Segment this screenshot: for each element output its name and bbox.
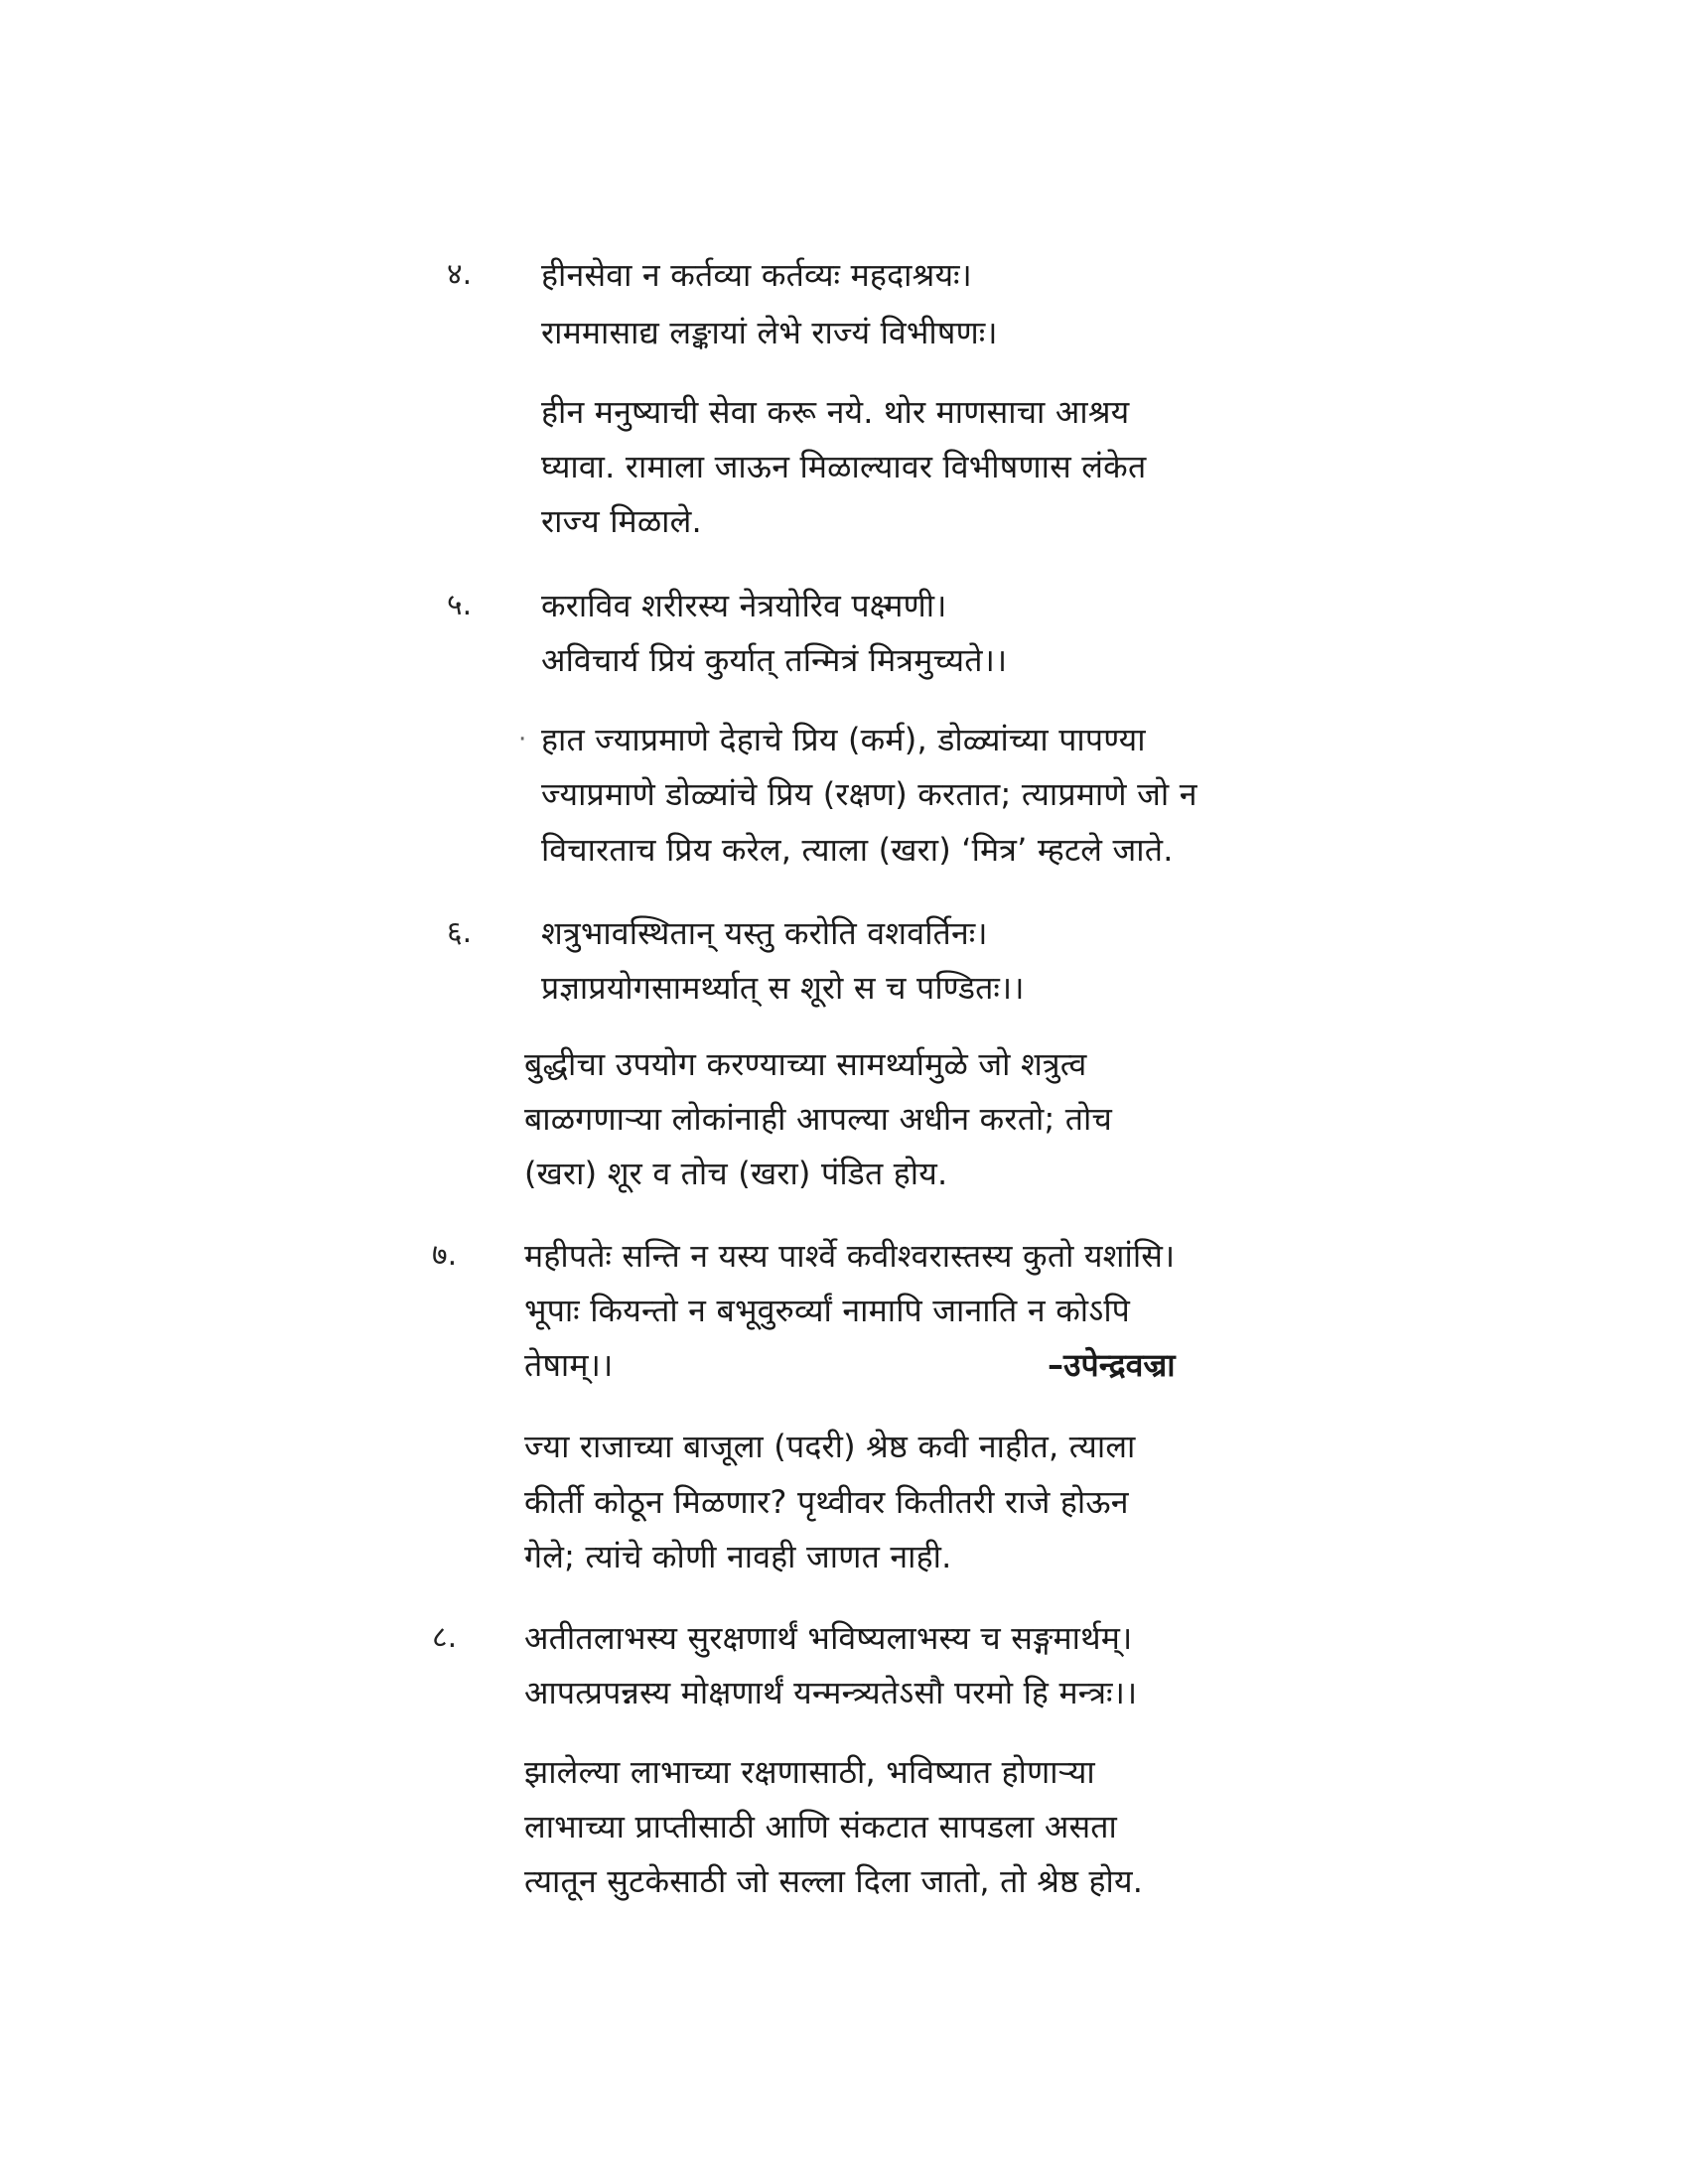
meaning-line: बुद्धीचा उपयोग करण्याच्या सामर्थ्यामुळे जो शत्रुत्व bbox=[524, 1045, 1087, 1083]
sanskrit-line: कराविव शरीरस्य नेत्रयोरिव पक्ष्मणी। bbox=[541, 587, 947, 624]
meaning-line: ज्या राजाच्या बाजूला (पदरी) श्रेष्ठ कवी नाहीत, त्याला bbox=[524, 1428, 1136, 1465]
verse-number: ५. bbox=[447, 588, 473, 622]
verse-number: ७. bbox=[432, 1238, 458, 1273]
meaning-line: हात ज्याप्रमाणे देहाचे प्रिय (कर्म), डोळ्यांच्या पापण्या bbox=[541, 721, 1146, 758]
meaning-line: विचारताच प्रिय करेल, त्याला (खरा) ‘मित्र’ म्हटले जाते. bbox=[541, 831, 1174, 869]
meaning-line: झालेल्या लाभाच्या रक्षणासाठी, भविष्यात होणाऱ्या bbox=[524, 1753, 1095, 1791]
meaning-line: गेले; त्यांचे कोणी नावही जाणत नाही. bbox=[524, 1538, 952, 1575]
meaning-line: बाळगणाऱ्या लोकांनाही आपल्या अधीन करतो; तोच bbox=[524, 1100, 1113, 1138]
verse-number: ४. bbox=[447, 257, 473, 292]
meaning-line: घ्यावा. रामाला जाऊन मिळाल्यावर विभीषणास लंकेत bbox=[541, 448, 1147, 485]
sanskrit-line: प्रज्ञाप्रयोगसामर्थ्यात् स शूरो स च पण्डितः।। bbox=[541, 969, 1025, 1007]
meaning-line: हीन मनुष्याची सेवा करू नये. थोर माणसाचा आश्रय bbox=[541, 393, 1130, 431]
meter-label: –उपेन्द्रवज्रा bbox=[1048, 1346, 1176, 1384]
stray-mark: · bbox=[518, 725, 527, 754]
verse-number: ८. bbox=[432, 1620, 458, 1655]
sanskrit-line: अविचार्य प्रियं कुर्यात् तन्मित्रं मित्रमुच्यते।। bbox=[541, 641, 1008, 679]
meaning-line: राज्य मिळाले. bbox=[541, 502, 702, 540]
sanskrit-line: राममासाद्य लङ्कायां लेभे राज्यं विभीषणः। bbox=[541, 314, 998, 351]
sanskrit-line: आपत्प्रपन्नस्य मोक्षणार्थं यन्मन्त्र्यतेऽसौ परमो हि मन्त्रः।। bbox=[524, 1674, 1138, 1711]
meaning-line: लाभाच्या प्राप्तीसाठी आणि संकटात सापडला असता bbox=[524, 1808, 1118, 1845]
meaning-line: कीर्ती कोठून मिळणार? पृथ्वीवर कितीतरी राजे होऊन bbox=[524, 1483, 1129, 1521]
sanskrit-line: अतीतलाभस्य सुरक्षणार्थं भविष्यलाभस्य च सङ्गमार्थम्। bbox=[524, 1619, 1133, 1657]
sanskrit-line: हीनसेवा न कर्तव्या कर्तव्यः महदाश्रयः। bbox=[541, 256, 973, 294]
sanskrit-line: भूपाः कियन्तो न बभूवुरुर्व्यां नामापि जानाति न कोऽपि bbox=[524, 1292, 1131, 1329]
verse-number: ६. bbox=[447, 915, 473, 950]
meaning-line: (खरा) शूर व तोच (खरा) पंडित होय. bbox=[524, 1155, 948, 1192]
meaning-line: ज्याप्रमाणे डोळ्यांचे प्रिय (रक्षण) करतात; त्याप्रमाणे जो न bbox=[541, 775, 1197, 813]
sanskrit-line: शत्रुभावस्थितान् यस्तु करोति वशवर्तिनः। bbox=[541, 914, 988, 952]
meaning-line: त्यातून सुटकेसाठी जो सल्ला दिला जातो, तो श्रेष्ठ होय. bbox=[524, 1862, 1144, 1900]
sanskrit-line: तेषाम्।। bbox=[524, 1346, 614, 1384]
sanskrit-line: महीपतेः सन्ति न यस्य पार्श्वे कवीश्वरास्तस्य कुतो यशांसि। bbox=[524, 1237, 1176, 1275]
